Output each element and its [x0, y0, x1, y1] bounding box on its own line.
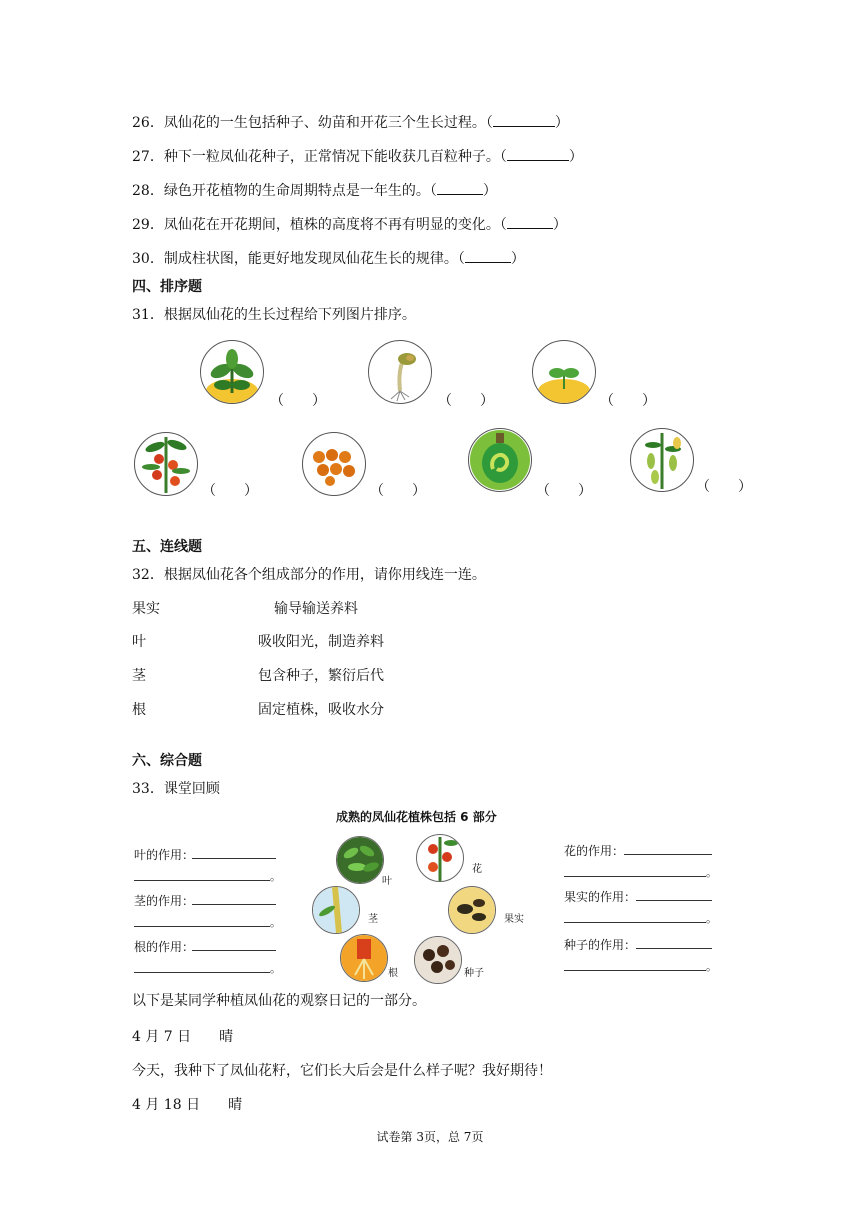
stem-function-label: 茎的作用：	[134, 894, 195, 908]
flowering-plant-image	[134, 432, 198, 496]
fruit-function-line-2[interactable]	[564, 922, 706, 923]
order-blank-2[interactable]: （ ）	[438, 393, 494, 409]
order-blank-5[interactable]: （ ）	[370, 483, 426, 499]
section-6-title: 六、综合题	[132, 753, 202, 769]
diary-entry-1: 今天，我种下了凤仙花籽，它们长大后会是什么样子呢？我好期待！	[132, 1063, 552, 1079]
question-30-text: 30．制成柱状图，能更好地发现凤仙花生长的规律。（	[132, 251, 465, 267]
match-right-photosynthesis[interactable]: 吸收阳光，制造养料	[258, 634, 384, 650]
figure-title: 成熟的凤仙花植株包括 6 部分	[336, 810, 497, 824]
fruit-function-line-1[interactable]	[636, 900, 712, 901]
root-part-label: 根	[388, 968, 398, 979]
stem-part-label: 茎	[368, 914, 378, 925]
flower-part-label: 花	[472, 864, 482, 875]
fruit-part-label: 果实	[504, 914, 524, 925]
stem-part-image	[312, 886, 360, 934]
order-blank-1[interactable]: （ ）	[270, 393, 326, 409]
match-left-root[interactable]: 根	[132, 702, 146, 718]
stem-function-line-1[interactable]	[192, 904, 276, 905]
answer-blank-28[interactable]	[437, 181, 483, 195]
stem-function-line-2[interactable]	[134, 926, 270, 927]
section-5-title: 五、连线题	[132, 539, 202, 555]
answer-blank-27[interactable]	[507, 147, 569, 161]
question-29: 29．凤仙花在开花期间，植株的高度将不再有明显的变化。（ ）	[132, 217, 567, 233]
question-29-text: 29．凤仙花在开花期间，植株的高度将不再有明显的变化。（	[132, 217, 507, 233]
diary-date-1: 4 月 7 日 晴	[132, 1029, 234, 1045]
seed-function-line-2[interactable]	[564, 970, 706, 971]
match-left-stem[interactable]: 茎	[132, 668, 146, 684]
leaf-function-label: 叶的作用：	[134, 848, 195, 862]
seed-part-label: 种子	[464, 968, 484, 979]
fruit-part-image	[448, 886, 496, 934]
answer-blank-26[interactable]	[493, 113, 555, 127]
question-33: 33．课堂回顾	[132, 781, 220, 797]
question-31: 31．根据凤仙花的生长过程给下列图片排序。	[132, 307, 416, 323]
match-right-seeds[interactable]: 包含种子，繁衍后代	[258, 668, 384, 684]
seed-function-label: 种子的作用：	[564, 938, 637, 952]
seeds-image	[302, 432, 366, 496]
question-28-text: 28．绿色开花植物的生命周期特点是一年生的。（	[132, 183, 437, 199]
leaf-part-label: 叶	[382, 876, 392, 887]
match-left-leaf[interactable]: 叶	[132, 634, 146, 650]
flower-part-image	[416, 834, 464, 882]
order-blank-3[interactable]: （ ）	[600, 393, 656, 409]
match-right-anchor[interactable]: 固定植株，吸收水分	[258, 702, 384, 718]
question-27: 27．种下一粒凤仙花种子，正常情况下能收获几百粒种子。（ ）	[132, 149, 583, 165]
fruiting-plant-image	[630, 428, 694, 492]
fruit-function-label: 果实的作用：	[564, 890, 637, 904]
leaf-part-image	[336, 836, 384, 884]
root-function-line-1[interactable]	[192, 950, 276, 951]
diary-date-2: 4 月 18 日 晴	[132, 1097, 243, 1113]
answer-blank-29[interactable]	[507, 215, 553, 229]
leaf-function-line-2[interactable]	[134, 880, 270, 881]
match-left-fruit[interactable]: 果实	[132, 601, 160, 617]
root-function-line-2[interactable]	[134, 972, 270, 973]
plant-seedling-leaves-image	[200, 340, 264, 404]
order-blank-7[interactable]: （ ）	[696, 479, 752, 495]
germinating-seed-image	[368, 340, 432, 404]
seed-in-soil-image	[468, 428, 532, 492]
seed-function-line-1[interactable]	[636, 948, 712, 949]
question-28: 28．绿色开花植物的生命周期特点是一年生的。（ ）	[132, 183, 497, 199]
flower-function-line-1[interactable]	[624, 854, 712, 855]
answer-blank-30[interactable]	[465, 249, 511, 263]
question-30: 30．制成柱状图，能更好地发现凤仙花生长的规律。（ ）	[132, 251, 525, 267]
flower-function-label: 花的作用：	[564, 844, 625, 858]
root-function-label: 根的作用：	[134, 940, 195, 954]
order-blank-6[interactable]: （ ）	[536, 483, 592, 499]
match-right-transport[interactable]: 输导输送养料	[274, 601, 358, 617]
page-footer: 试卷第 3页，总 7页	[376, 1130, 484, 1144]
question-27-text: 27．种下一粒凤仙花种子，正常情况下能收获几百粒种子。（	[132, 149, 507, 165]
sprout-image	[532, 340, 596, 404]
root-part-image	[340, 934, 388, 982]
section-4-title: 四、排序题	[132, 279, 202, 295]
question-26-text: 26．凤仙花的一生包括种子、幼苗和开花三个生长过程。（	[132, 115, 493, 131]
diary-intro: 以下是某同学种植凤仙花的观察日记的一部分。	[132, 993, 426, 1009]
seed-part-image	[414, 936, 462, 984]
question-32: 32．根据凤仙花各个组成部分的作用，请你用线连一连。	[132, 567, 486, 583]
order-blank-4[interactable]: （ ）	[202, 483, 258, 499]
leaf-function-line-1[interactable]	[192, 858, 276, 859]
flower-function-line-2[interactable]	[564, 876, 706, 877]
question-26: 26．凤仙花的一生包括种子、幼苗和开花三个生长过程。（ ）	[132, 115, 569, 131]
